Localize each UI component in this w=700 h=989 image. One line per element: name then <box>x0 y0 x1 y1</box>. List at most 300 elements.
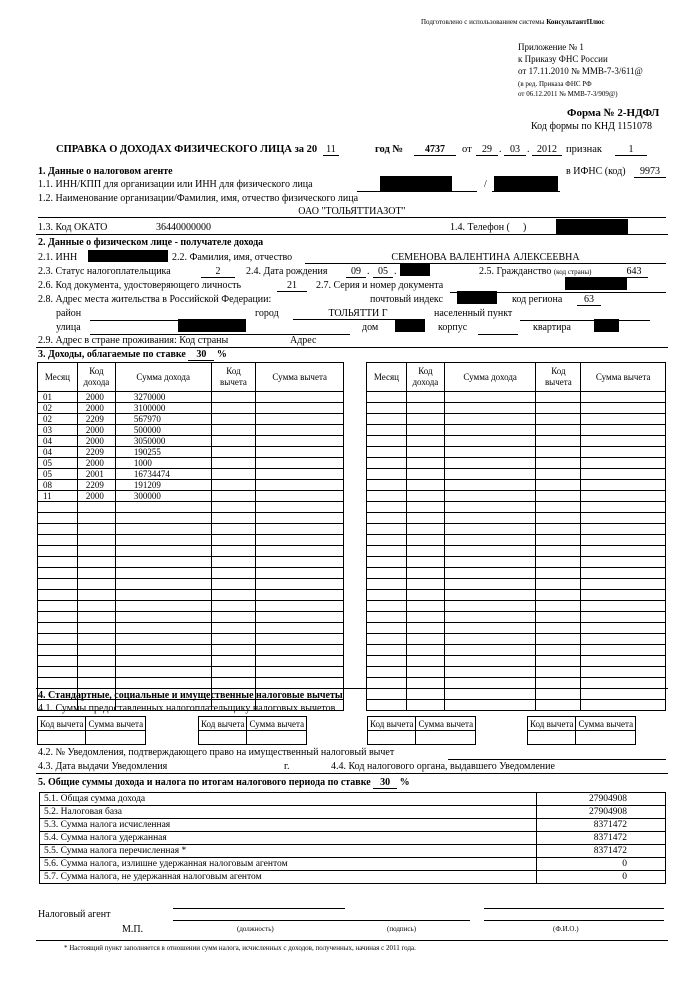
col-deduction-code: Код вычета <box>211 363 256 392</box>
table-cell <box>211 513 256 524</box>
redaction <box>494 176 558 191</box>
table-cell <box>581 601 666 612</box>
table-cell <box>536 392 581 403</box>
table-cell <box>115 623 211 634</box>
totals-label: 5.4. Сумма налога удержанная <box>40 832 537 845</box>
table-row <box>367 601 666 612</box>
totals-value: 8371472 <box>537 845 666 858</box>
phone-label: 1.4. Телефон ( <box>450 222 510 233</box>
table-cell <box>406 546 444 557</box>
table-row <box>38 414 344 425</box>
col-month: Месяц <box>38 363 78 392</box>
appendix-line-3: от 17.11.2010 № ММВ-7-3/611@ <box>518 66 643 76</box>
table-cell <box>256 392 344 403</box>
person-inn-label: 2.1. ИНН <box>38 252 78 263</box>
table-row <box>38 480 344 491</box>
table-row <box>367 645 666 656</box>
table-cell <box>38 667 78 678</box>
table-cell <box>256 568 344 579</box>
table-cell: 3050000 <box>115 436 211 447</box>
table-cell <box>77 557 115 568</box>
table-cell <box>367 568 407 579</box>
table-cell <box>536 502 581 513</box>
table-cell <box>77 513 115 524</box>
table-cell <box>211 425 256 436</box>
table-cell <box>211 535 256 546</box>
table-cell <box>406 645 444 656</box>
okato-label: 1.3. Код ОКАТО <box>38 222 108 233</box>
doc-code: 21 <box>277 280 307 292</box>
table-cell <box>444 678 536 689</box>
deductions-table-3 <box>367 716 476 745</box>
table-row <box>367 513 666 524</box>
table-cell <box>256 414 344 425</box>
table-cell <box>581 590 666 601</box>
totals-row <box>40 871 666 884</box>
table-cell <box>115 601 211 612</box>
table-cell <box>444 469 536 480</box>
table-cell <box>367 689 407 700</box>
abroad-label: 2.9. Адрес в стране проживания: Код страны <box>38 335 229 346</box>
redaction <box>594 319 619 332</box>
table-cell: 04 <box>38 447 78 458</box>
table-cell <box>581 579 666 590</box>
status-label: 2.3. Статус налогоплательщика <box>38 266 171 277</box>
table-cell <box>536 634 581 645</box>
table-cell <box>536 623 581 634</box>
table-cell <box>38 524 78 535</box>
appendix-line-5: от 06.12.2011 № ММВ-7-3/909@) <box>518 90 618 98</box>
col-income-sum: Сумма дохода <box>444 363 536 392</box>
table-cell <box>536 524 581 535</box>
table-cell <box>77 590 115 601</box>
redaction <box>556 219 628 234</box>
table-cell <box>38 645 78 656</box>
table-cell <box>211 403 256 414</box>
table-cell <box>256 678 344 689</box>
form-name: Форма № 2-НДФЛ <box>567 107 660 119</box>
table-cell <box>256 480 344 491</box>
table-cell <box>444 579 536 590</box>
table-row <box>38 557 344 568</box>
region: 63 <box>577 294 601 306</box>
table-cell <box>444 480 536 491</box>
table-cell: 3270000 <box>115 392 211 403</box>
table-cell <box>367 524 407 535</box>
table-cell <box>38 557 78 568</box>
table-cell <box>444 447 536 458</box>
table-cell <box>211 414 256 425</box>
table-cell <box>256 601 344 612</box>
signature-caption: (подпись) <box>387 925 417 933</box>
table-cell: 2000 <box>77 392 115 403</box>
col-deduction-sum: Сумма вычета <box>256 363 344 392</box>
table-row <box>367 458 666 469</box>
table-cell <box>536 491 581 502</box>
table-cell <box>581 557 666 568</box>
section5-pct: % <box>399 777 410 788</box>
table-cell <box>406 469 444 480</box>
table-cell <box>77 634 115 645</box>
totals-label: 5.3. Сумма налога исчисленная <box>40 819 537 832</box>
table-cell: 3100000 <box>115 403 211 414</box>
table-cell <box>77 524 115 535</box>
table-cell <box>536 667 581 678</box>
locality-label: населенный пункт <box>434 308 513 319</box>
table-cell <box>367 590 407 601</box>
table-row <box>38 447 344 458</box>
agent-label: Налоговый агент <box>38 909 111 920</box>
table-cell <box>367 546 407 557</box>
city-label: город <box>255 308 279 319</box>
table-cell <box>367 634 407 645</box>
table-cell <box>367 491 407 502</box>
table-cell <box>38 590 78 601</box>
section3-rate: 30 <box>188 349 214 361</box>
dot: . <box>527 144 530 155</box>
region-label: код региона <box>512 294 563 305</box>
table-row <box>38 546 344 557</box>
table-cell <box>115 634 211 645</box>
table-cell <box>211 447 256 458</box>
table-cell <box>444 700 536 711</box>
okato: 36440000000 <box>156 222 211 233</box>
table-cell <box>211 601 256 612</box>
col-income-code: Код дохода <box>406 363 444 392</box>
table-cell <box>211 458 256 469</box>
position-line <box>173 908 345 909</box>
korpus-field <box>478 322 518 335</box>
ifns-code: 9973 <box>634 166 666 178</box>
table-cell <box>581 634 666 645</box>
table-row <box>367 469 666 480</box>
table-cell <box>367 535 407 546</box>
table-cell <box>77 535 115 546</box>
table-cell <box>406 524 444 535</box>
table-cell <box>406 392 444 403</box>
table-cell <box>406 447 444 458</box>
dob-month: 05 <box>373 266 393 278</box>
table-cell <box>406 458 444 469</box>
table-cell: 2000 <box>77 491 115 502</box>
table-row <box>367 689 666 700</box>
totals-table <box>39 792 666 884</box>
table-row <box>38 601 344 612</box>
table-cell <box>38 601 78 612</box>
table-cell <box>444 667 536 678</box>
table-cell <box>38 513 78 524</box>
table-cell <box>444 436 536 447</box>
table-cell <box>444 634 536 645</box>
district-label: район <box>56 308 82 319</box>
notice-label: 4.2. № Уведомления, подтверждающего право на имущественный налоговый вычет <box>38 747 395 758</box>
table-cell <box>211 491 256 502</box>
table-cell <box>38 568 78 579</box>
section3-heading-text: 3. Доходы, облагаемые по ставке <box>38 349 186 360</box>
table-cell <box>536 535 581 546</box>
signature-line <box>330 920 470 921</box>
table-row <box>38 403 344 414</box>
street-field <box>90 322 350 335</box>
title-yr: 2012 <box>532 144 562 156</box>
table-cell <box>367 480 407 491</box>
divider <box>36 347 668 348</box>
table-cell <box>256 491 344 502</box>
table-cell <box>536 414 581 425</box>
title-sign-label: признак <box>566 144 603 155</box>
table-cell <box>581 568 666 579</box>
table-cell <box>406 403 444 414</box>
table-cell <box>77 502 115 513</box>
table-cell: 2000 <box>77 458 115 469</box>
table-cell <box>367 425 407 436</box>
totals-row <box>40 845 666 858</box>
table-cell <box>77 656 115 667</box>
table-cell <box>367 392 407 403</box>
table-cell <box>256 469 344 480</box>
totals-label: 5.1. Общая сумма дохода <box>40 793 537 806</box>
flat-label: квартира <box>533 322 571 333</box>
dob-label: 2.4. Дата рождения <box>246 266 328 277</box>
table-row <box>38 436 344 447</box>
deduction-sum-label: Сумма вычета <box>247 717 307 731</box>
table-cell <box>444 425 536 436</box>
table-row <box>367 425 666 436</box>
table-cell <box>444 502 536 513</box>
table-row <box>38 392 344 403</box>
table-cell <box>406 612 444 623</box>
table-cell <box>211 546 256 557</box>
deductions-table-2 <box>198 716 307 745</box>
table-cell <box>77 678 115 689</box>
divider <box>36 688 668 689</box>
section4-heading: 4. Стандартные, социальные и имущественные налоговые вычеты <box>38 690 343 701</box>
table-row <box>38 458 344 469</box>
table-cell <box>256 403 344 414</box>
table-cell <box>536 601 581 612</box>
table-cell <box>444 491 536 502</box>
table-cell <box>367 667 407 678</box>
table-cell <box>256 425 344 436</box>
table-cell <box>536 403 581 414</box>
table-row <box>367 590 666 601</box>
table-row <box>367 524 666 535</box>
table-cell <box>536 458 581 469</box>
table-cell <box>406 535 444 546</box>
status: 2 <box>201 266 235 278</box>
table-cell <box>367 601 407 612</box>
table-cell <box>444 403 536 414</box>
table-cell <box>581 447 666 458</box>
table-row <box>38 469 344 480</box>
table-cell <box>77 579 115 590</box>
table-cell <box>581 645 666 656</box>
totals-label: 5.6. Сумма налога, излишне удержанная налоговым агентом <box>40 858 537 871</box>
table-cell <box>38 579 78 590</box>
house-label: дом <box>362 322 379 333</box>
dot: . <box>394 266 397 277</box>
table-cell <box>536 579 581 590</box>
table-cell: 04 <box>38 436 78 447</box>
table-cell: 05 <box>38 469 78 480</box>
table-row <box>367 480 666 491</box>
table-cell <box>536 678 581 689</box>
korpus-label: корпус <box>438 322 468 333</box>
totals-value: 0 <box>537 858 666 871</box>
table-cell <box>367 645 407 656</box>
table-cell <box>581 502 666 513</box>
table-row <box>38 535 344 546</box>
table-cell <box>536 436 581 447</box>
city: ТОЛЬЯТТИ Г <box>293 308 423 320</box>
table-cell <box>581 480 666 491</box>
table-cell: 01 <box>38 392 78 403</box>
title-day: 29 <box>476 144 498 156</box>
table-cell <box>367 557 407 568</box>
table-cell <box>367 502 407 513</box>
table-cell <box>536 612 581 623</box>
table-cell <box>77 546 115 557</box>
table-cell <box>256 535 344 546</box>
table-cell <box>38 623 78 634</box>
table-cell: 08 <box>38 480 78 491</box>
table-row <box>367 623 666 634</box>
dob-day: 09 <box>346 266 366 278</box>
redaction <box>457 291 497 304</box>
col-deduction-sum: Сумма вычета <box>581 363 666 392</box>
table-cell <box>211 502 256 513</box>
table-row <box>367 414 666 425</box>
table-cell <box>581 403 666 414</box>
agent-name-label: 1.2. Наименование организации/Фамилия, имя, отчество физического лица <box>38 193 359 204</box>
table-cell <box>115 656 211 667</box>
redaction <box>88 250 168 262</box>
table-cell <box>536 546 581 557</box>
dot: . <box>499 144 502 155</box>
title-year: 11 <box>323 144 339 156</box>
table-cell <box>367 447 407 458</box>
table-cell <box>256 436 344 447</box>
table-cell <box>581 667 666 678</box>
deduction-sum-label: Сумма вычета <box>416 717 476 731</box>
table-cell <box>367 656 407 667</box>
totals-value: 27904908 <box>537 793 666 806</box>
table-cell <box>406 623 444 634</box>
table-cell <box>444 546 536 557</box>
table-cell <box>211 590 256 601</box>
table-cell: 2209 <box>77 414 115 425</box>
table-row <box>367 667 666 678</box>
table-cell <box>77 645 115 656</box>
table-row <box>367 634 666 645</box>
table-row <box>38 634 344 645</box>
table-cell <box>406 656 444 667</box>
table-cell <box>115 590 211 601</box>
table-cell <box>115 568 211 579</box>
table-cell <box>38 502 78 513</box>
table-cell <box>211 634 256 645</box>
table-cell <box>536 656 581 667</box>
deductions-table-1 <box>37 716 146 745</box>
table-cell <box>406 480 444 491</box>
notice-field <box>448 747 666 760</box>
table-cell <box>406 557 444 568</box>
table-cell <box>256 502 344 513</box>
table-cell <box>115 645 211 656</box>
phone-close: ) <box>523 222 527 233</box>
table-cell <box>444 557 536 568</box>
table-cell: 2000 <box>77 403 115 414</box>
table-row <box>38 667 344 678</box>
table-cell <box>367 678 407 689</box>
table-cell <box>536 590 581 601</box>
table-cell: 300000 <box>115 491 211 502</box>
table-cell: 02 <box>38 403 78 414</box>
table-cell <box>256 524 344 535</box>
table-cell <box>211 524 256 535</box>
table-cell <box>444 612 536 623</box>
table-cell <box>256 513 344 524</box>
footnote: * Настоящий пункт заполняется в отношении сумм налога, исчисленных с доходов, полученных, начиная с 2011 года. <box>64 944 416 952</box>
table-cell: 2000 <box>77 425 115 436</box>
addr-label: 2.8. Адрес места жительства в Российской Федерации: <box>38 294 272 305</box>
table-cell <box>444 590 536 601</box>
col-month: Месяц <box>367 363 407 392</box>
table-cell <box>256 557 344 568</box>
table-cell <box>367 623 407 634</box>
table-cell: 191209 <box>115 480 211 491</box>
table-cell: 500000 <box>115 425 211 436</box>
agent-inn-label: 1.1. ИНН/КПП для организации или ИНН для физического лица <box>38 179 313 190</box>
section3-heading <box>38 349 227 361</box>
table-cell <box>581 513 666 524</box>
table-cell <box>581 623 666 634</box>
table-cell <box>581 689 666 700</box>
street-label: улица <box>56 322 81 333</box>
table-cell <box>211 469 256 480</box>
col-income-code: Код дохода <box>77 363 115 392</box>
title-number: 4737 <box>414 144 456 156</box>
agent-name: ОАО "ТОЛЬЯТТИАЗОТ" <box>38 206 666 218</box>
table-row <box>367 436 666 447</box>
table-cell <box>211 568 256 579</box>
dot: . <box>367 266 370 277</box>
table-cell: 190255 <box>115 447 211 458</box>
table-cell <box>77 623 115 634</box>
table-cell <box>406 513 444 524</box>
table-cell <box>581 700 666 711</box>
table-cell <box>115 524 211 535</box>
table-cell: 11 <box>38 491 78 502</box>
table-cell <box>256 590 344 601</box>
fio-label: 2.2. Фамилия, имя, отчество <box>172 252 293 263</box>
section1-heading: 1. Данные о налоговом агенте <box>38 166 173 177</box>
table-cell <box>536 447 581 458</box>
totals-label: 5.2. Налоговая база <box>40 806 537 819</box>
table-row <box>38 590 344 601</box>
title-month: 03 <box>504 144 526 156</box>
deduction-sum-label: Сумма вычета <box>86 717 146 731</box>
totals-row <box>40 819 666 832</box>
citizen-small: (код страны) <box>553 268 592 276</box>
table-cell <box>581 535 666 546</box>
table-row <box>367 568 666 579</box>
table-row <box>367 557 666 568</box>
table-cell <box>211 557 256 568</box>
table-cell <box>211 623 256 634</box>
table-cell <box>77 568 115 579</box>
table-cell <box>536 700 581 711</box>
